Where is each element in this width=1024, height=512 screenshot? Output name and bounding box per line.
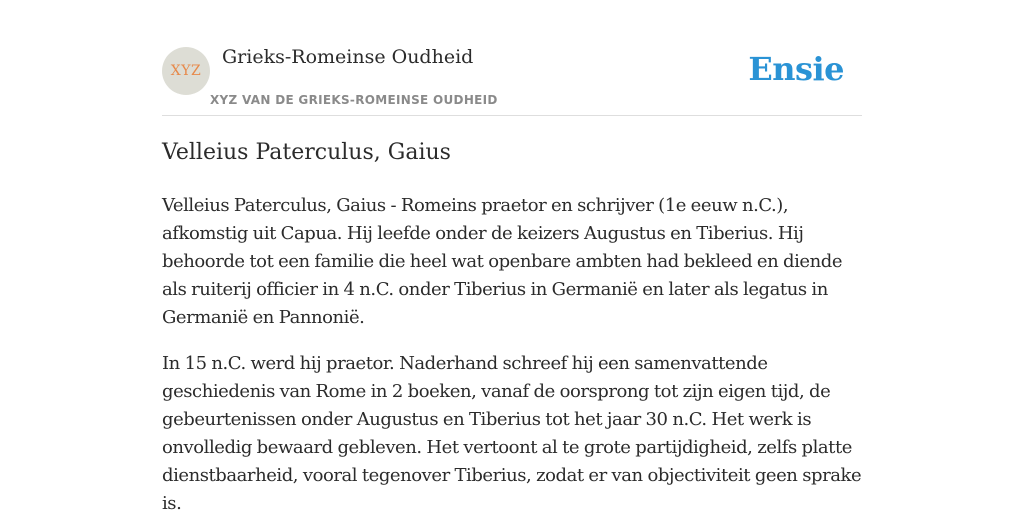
source-title[interactable]: Grieks-Romeinse Oudheid bbox=[222, 46, 474, 68]
article-paragraph: In 15 n.C. werd hij praetor. Naderhand schreef hij een samenvattende geschiedenis van Rome in 2 boeken, vanaf de oorsprong tot zijn eigen tijd, de gebeurtenissen onder Augustus en Tiberius tot het jaar 30 n.C. Het werk is onvolledig bewaard gebleven. Het vertoont al te grote partijdigheid, zelfs platte dienstbaarheid, vooral tegenover Tiberius, zodat er van objectiviteit geen sprake is. bbox=[162, 353, 862, 512]
brand-logo[interactable]: Ensie bbox=[748, 50, 844, 88]
source-avatar[interactable] bbox=[162, 47, 210, 95]
source-avatar-text: XYZ bbox=[170, 63, 202, 79]
header bbox=[162, 0, 862, 116]
article-title: Velleius Paterculus, Gaius bbox=[162, 140, 451, 165]
article-body bbox=[162, 192, 862, 512]
page bbox=[162, 0, 862, 512]
article-paragraph: Velleius Paterculus, Gaius - Romeins praetor en schrijver (1e eeuw n.C.), afkomstig uit Capua. Hij leefde onder de keizers Augustus en Tiberius. Hij behoorde tot een familie die heel wat openbare ambten had bekleed en diende als ruiterij officier in 4 n.C. onder Tiberius in Germanië en later als legatus in Germanië en Pannonië. bbox=[162, 195, 843, 328]
source-subtitle: XYZ VAN DE GRIEKS-ROMEINSE OUDHEID bbox=[210, 93, 498, 107]
